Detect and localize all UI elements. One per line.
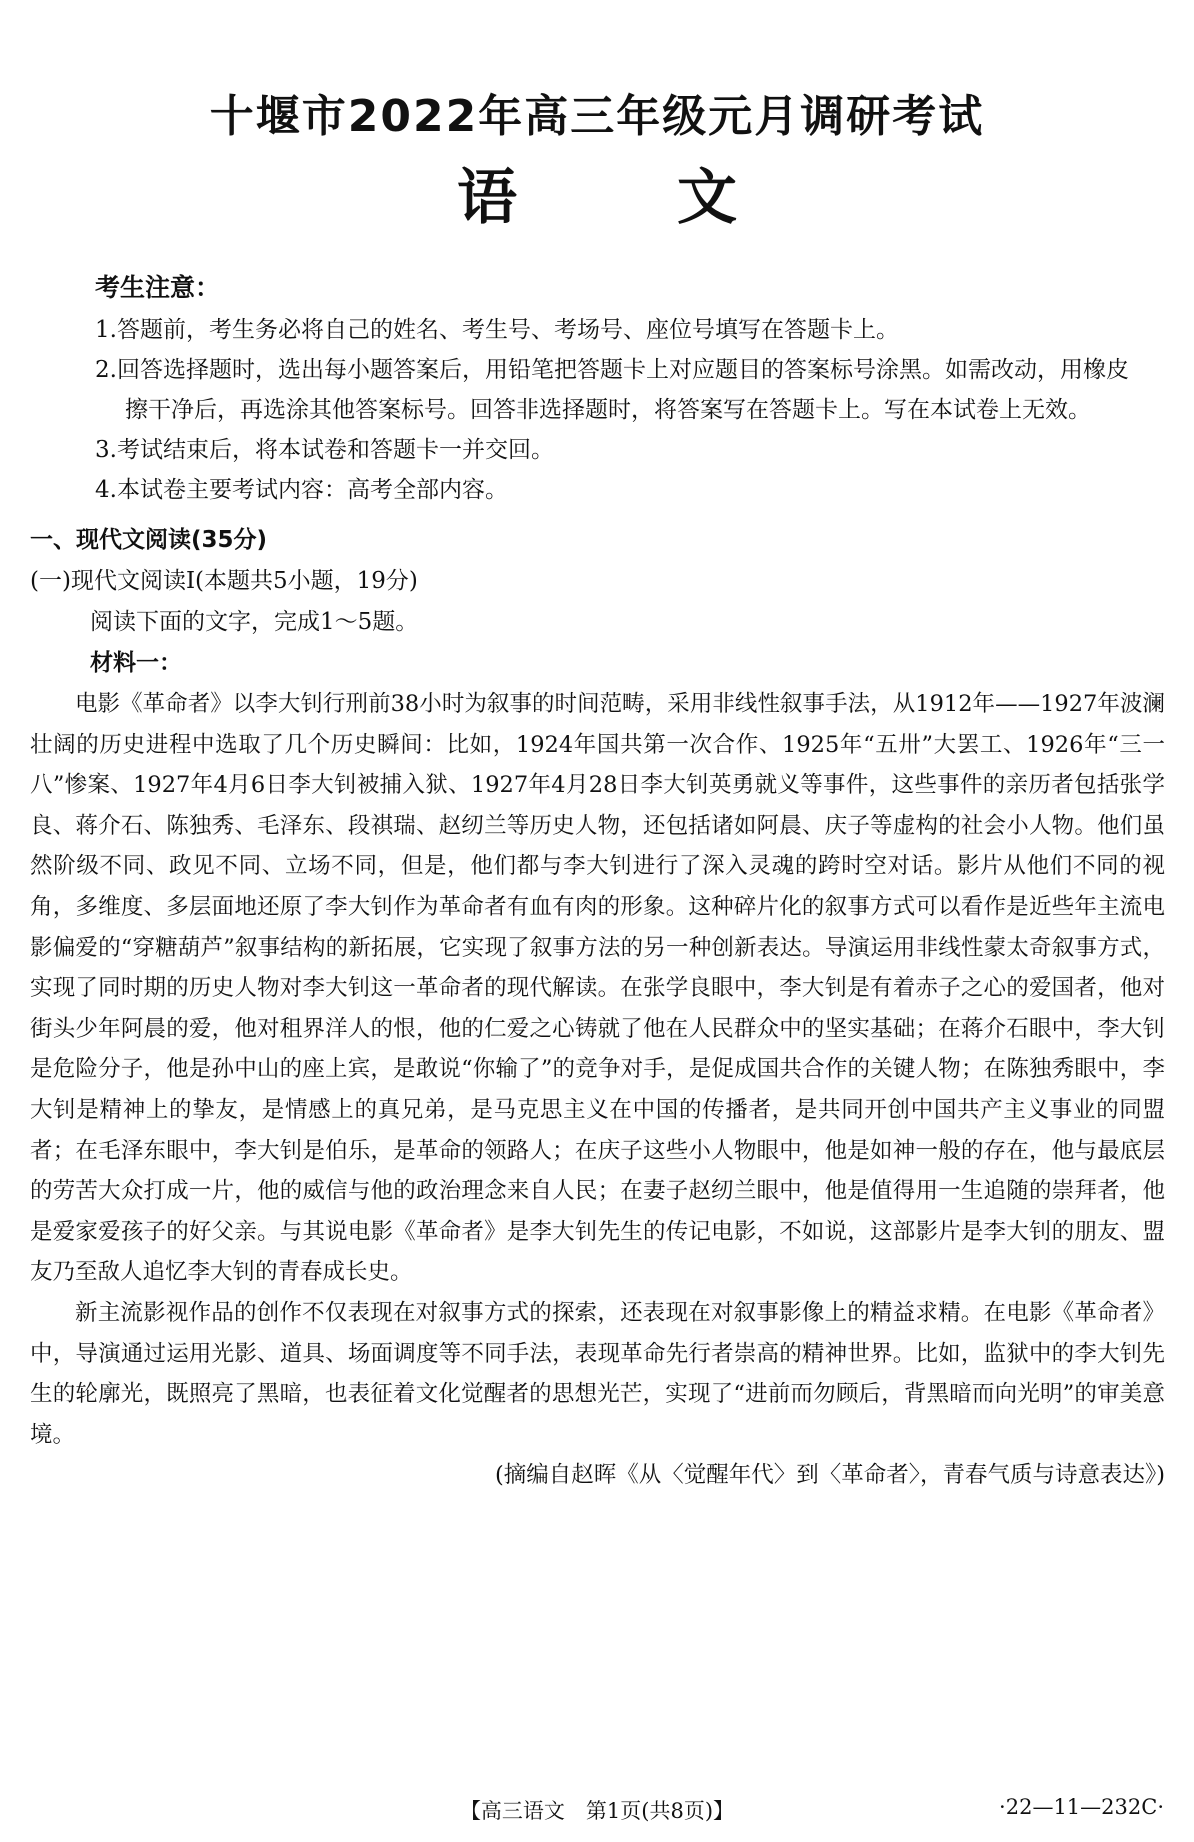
notice-item-4: 4.本试卷主要考试内容：高考全部内容。 (95, 477, 508, 503)
notice-item-3: 3.考试结束后，将本试卷和答题卡一并交回。 (95, 437, 554, 463)
subject-char-2: 文 (677, 163, 737, 233)
exam-title: 十堰市2022年高三年级元月调研考试 (209, 91, 985, 142)
candidate-notice (95, 268, 1145, 510)
material-paragraph-1: 电影《革命者》以李大钊行刑前38小时为叙事的时间范畴，采用非线性叙事手法，从1912年——1927年波澜壮阔的历史进程中选取了几个历史瞬间：比如，1924年国共第一次合作、1925年“五卅”大罢工、1926年“三一八”惨案、1927年4月6日李大钊被捕入狱、1927年4月28日李大钊英勇就义等事件，这些事件的亲历者包括张学良、蒋介石、陈独秀、毛泽东、段祺瑞、赵纫兰等历史人物，还包括诸如阿晨、庆子等虚构的社会小人物。他们虽然阶级不同、政见不同、立场不同，但是，他们都与李大钊进行了深入灵魂的跨时空对话。影片从他们不同的视角，多维度、多层面地还原了李大钊作为革命者有血有肉的形象。这种碎片化的叙事方式可以看作是近些年主流电影偏爱的“穿糖葫芦”叙事结构的新拓展，它实现了叙事方法的另一种创新表达。导演运用非线性蒙太奇叙事方式，实现了同时期的历史人物对李大钊这一革命者的现代解读。在张学良眼中，李大钊是有着赤子之心的爱国者，他对街头少年阿晨的爱，他对租界洋人的恨，他的仁爱之心铸就了他在人民群众中的坚实基础；在蒋介石眼中，李大钊是危险分子，他是孙中山的座上宾，是敢说“你输了”的竞争对手，是促成国共合作的关键人物；在陈独秀眼中，李大钊是精神上的挚友，是情感上的真兄弟，是马克思主义在中国的传播者，是共同开创中国共产主义事业的同盟者；在毛泽东眼中，李大钊是伯乐，是革命的领路人；在庆子这些小人物眼中，他是如神一般的存在，他与最底层的劳苦大众打成一片，他的威信与他的政治理念来自人民；在妻子赵纫兰眼中，他是值得用一生追随的崇拜者，他是爱家爱孩子的好父亲。与其说电影《革命者》是李大钊先生的传记电影，不如说，这部影片是李大钊的朋友、盟友乃至敌人追忆李大钊的青春成长史。 (30, 691, 1165, 1286)
material-source: (摘编自赵晖《从〈觉醒年代〉到〈革命者〉，青春气质与诗意表达》) (494, 1462, 1165, 1489)
page-number: 【高三语文 第1页(共8页)】 (459, 1799, 735, 1823)
subject-title (0, 150, 1194, 236)
subject-char-1: 语 (457, 163, 517, 233)
notice-item-1: 1.答题前，考生务必将自己的姓名、考生号、考场号、座位号填写在答题卡上。 (95, 317, 899, 343)
material-paragraph-2: 新主流影视作品的创作不仅表现在对叙事方式的探索，还表现在对叙事影像上的精益求精。在电影《革命者》中，导演通过运用光影、道具、场面调度等不同手法，表现革命先行者崇高的精神世界。比如，监狱中的李大钊先生的轮廓光，既照亮了黑暗，也表征着文化觉醒者的思想光芒，实现了“进前而勿顾后，背黑暗而向光明”的审美意境。 (30, 1299, 1165, 1448)
notice-heading: 考生注意： (95, 273, 221, 302)
reading-section (30, 520, 1165, 1496)
notice-item-2: 2.回答选择题时，选出每小题答案后，用铅笔把答题卡上对应题目的答案标号涂黑。如需改动，用橡皮擦干净后，再选涂其他答案标号。回答非选择题时，将答案写在答题卡上。写在本试卷上无效。 (95, 357, 1129, 423)
section-subheading: (一)现代文阅读Ⅰ(本题共5小题，19分) (30, 568, 418, 594)
paper-code: ·22—11—232C· (999, 1795, 1164, 1819)
section-instruction: 阅读下面的文字，完成1～5题。 (90, 609, 419, 635)
section-heading: 一、现代文阅读(35分) (30, 527, 268, 553)
material-label: 材料一： (90, 650, 182, 676)
